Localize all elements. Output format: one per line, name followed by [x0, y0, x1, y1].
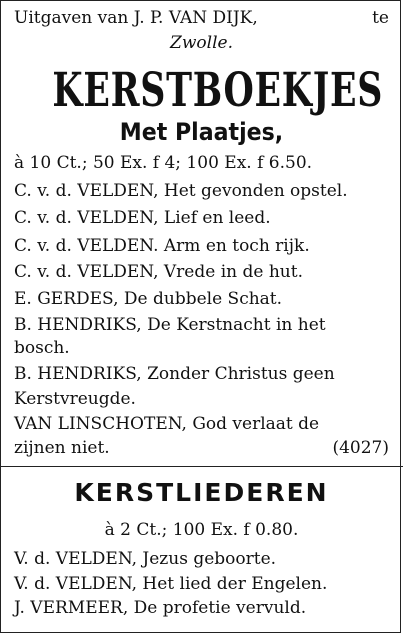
publisher-line — [14, 8, 389, 28]
book-entry-continued: Kerstvreugde. — [14, 389, 136, 409]
book-entry-continued — [14, 438, 389, 458]
publisher-text: Uitgaven van J. P. VAN DIJK, — [14, 8, 258, 28]
ad-code: (4027) — [332, 438, 389, 458]
section-divider — [0, 466, 403, 467]
book-entry-text: zijnen niet. — [14, 438, 110, 458]
book-entry: C. v. d. VELDEN. Arm en toch rijk. — [14, 236, 310, 256]
main-title: KERSTBOEKJES — [52, 63, 384, 118]
subtitle: Met Plaatjes, — [119, 118, 284, 146]
book-entry: E. GERDES, De dubbele Schat. — [14, 289, 283, 309]
publisher-te: te — [372, 8, 389, 28]
song-entry: J. VERMEER, De profetie vervuld. — [14, 598, 307, 618]
book-entry-continued: bosch. — [14, 338, 70, 358]
song-entry: V. d. VELDEN, Het lied der Engelen. — [14, 574, 328, 594]
book-entry: C. v. d. VELDEN, Vrede in de hut. — [14, 262, 303, 282]
publisher-city: Zwolle. — [170, 33, 233, 53]
book-entry: B. HENDRIKS, Zonder Christus geen — [14, 364, 335, 384]
price-line-songs: à 2 Ct.; 100 Ex. f 0.80. — [104, 520, 299, 540]
book-entry: VAN LINSCHOTEN, God verlaat de — [14, 414, 320, 434]
book-entry: B. HENDRIKS, De Kerstnacht in het — [14, 315, 326, 335]
price-line: à 10 Ct.; 50 Ex. f 4; 100 Ex. f 6.50. — [14, 153, 313, 173]
book-entry: C. v. d. VELDEN, Lief en leed. — [14, 208, 271, 228]
song-entry: V. d. VELDEN, Jezus geboorte. — [14, 549, 277, 569]
book-entry: C. v. d. VELDEN, Het gevonden opstel. — [14, 181, 348, 201]
section-title: KERSTLIEDEREN — [74, 478, 329, 507]
